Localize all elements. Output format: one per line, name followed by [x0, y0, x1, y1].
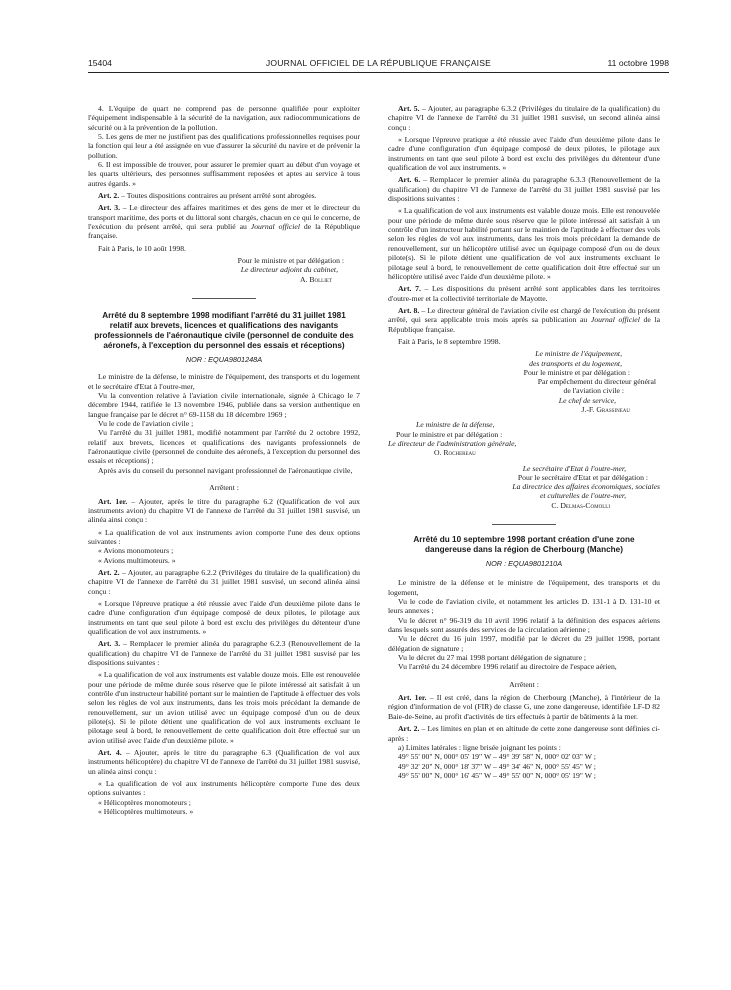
- article-1b: [388, 693, 660, 721]
- article-label: Art. 3.: [98, 639, 121, 649]
- coordinate-point: 49° 32' 20" N, 000° 18' 37" W: [398, 761, 492, 771]
- coordinate-line: [388, 762, 660, 771]
- article-label: Art. 5.: [398, 104, 420, 113]
- article-2c: [388, 724, 660, 743]
- left-column: [88, 104, 360, 817]
- quoted-option: « Avions monomoteurs ;: [98, 546, 174, 556]
- article-3b: [88, 639, 360, 667]
- article-text: – Ajouter, au paragraphe 6.3.2 (Privilèges du titulaire de la qualification) du chapitre VI de l'annexe de l'arrêté du 31 juillet 1981 susvisé, un second alinéa ainsi conçu :: [388, 104, 660, 132]
- article-1: [88, 497, 360, 525]
- signature-role: Le secrétaire d'Etat à l'outre-mer,: [522, 463, 626, 473]
- paragraph: Le ministre de la défense et le ministre de l'équipement, des transports et du logement,: [388, 578, 660, 597]
- paragraph: Vu l'arrêté du 31 juillet 1981, modifié notamment par l'arrêté du 2 octobre 1992, relatif aux brevets, licences et qualifications des navigants professionnels de l'aéronautique civile (personnel de conduite des aéronefs, à l'exception du personnel des essais et réceptions) ;: [88, 428, 360, 466]
- signature-role: Le directeur adjoint du cabinet,: [240, 265, 338, 275]
- article-text-end: de la République française.: [388, 315, 660, 334]
- journal-ref: Journal officiel: [250, 222, 300, 232]
- article-2: [88, 191, 360, 200]
- signatory-name: C. Delmas-Comolli: [551, 500, 610, 510]
- paragraph: Vu le code de l'aviation civile ;: [98, 419, 194, 429]
- quoted-option: « Avions multimoteurs. »: [98, 555, 176, 565]
- signature-line: de l'aviation civile :: [563, 386, 624, 396]
- article-label: Art. 7.: [398, 284, 421, 294]
- paragraph: Vu le décret du 27 mai 1998 portant délégation de signature ;: [398, 653, 587, 663]
- signature-place-date: Fait à Paris, le 10 août 1998.: [98, 243, 186, 253]
- signatory-name: O. Rochereau: [434, 448, 476, 458]
- signature-role: et culturelles de l'outre-mer,: [539, 491, 626, 501]
- coordinate-point: – 49° 55' 00" N, 000° 05' 19" W ;: [493, 770, 596, 780]
- coordinate-list: [388, 752, 660, 780]
- paragraph: Le ministre de la défense, le ministre de l'équipement, des transports et du logement et le secrétaire d'Etat à l'outre-mer,: [88, 372, 360, 391]
- quoted-text: « La qualification de vol aux instruments avion comporte l'une des deux options suivantes :: [88, 527, 360, 546]
- signatory-name: J.-F. Grassineau: [581, 405, 630, 415]
- article-label: Art. 4.: [98, 748, 122, 758]
- paragraph: Vu le décret n° 96-319 du 10 avril 1996 relatif à la définition des espaces aériens dans lesquels sont assurés des services de la circulation aérienne ;: [388, 615, 660, 635]
- nor-reference: [388, 559, 660, 568]
- signature-role: Le directeur de l'administration générale,: [388, 438, 517, 448]
- quoted-text: « La qualification de vol aux instruments est valable douze mois. Elle est renouvelée pour une période de même durée sous réserve que le pilote intéressé ait satisfait à un contrôle d'un instructeur habilité portant sur le maintien de l'aptitude à effectuer des vols selon les règles de vol aux instruments, dans les trois mois précédant la demande de renouvellement, sur un avion utilisé avec un équipage composé d'un ou de deux pilote(s). Si le pilote détient une qualification de vol aux instruments excluant le pilotage seul à bord, le renouvellement de cette qualification doit être effectué sur un avion utilisé avec l'aide d'un deuxième pilote. »: [88, 670, 360, 745]
- article-label: Art. 8.: [398, 305, 420, 315]
- signature-line: Pour le secrétaire d'Etat et par délégation :: [517, 472, 648, 482]
- right-column: [388, 104, 660, 780]
- quoted-option: « Hélicoptères monomoteurs ;: [98, 797, 191, 807]
- paragraph: 5. Les gens de mer ne justifient pas des qualifications professionnelles requises pour la fonction qui leur a été assignée en vue d'assurer la sécurité du navire et de prévenir la pollution.: [88, 132, 360, 160]
- article-label: Art. 1er.: [398, 693, 427, 703]
- coordinate-point: – 49° 34' 46" N, 000° 55' 45" W ;: [493, 761, 596, 771]
- header-rule: [88, 72, 669, 73]
- nor-code: EQUA9801210A: [508, 559, 563, 568]
- signature-place-date: Fait à Paris, le 8 septembre 1998.: [398, 336, 501, 346]
- quoted-text: « La qualification de vol aux instruments hélicoptère comporte l'une des deux options suivantes :: [88, 779, 360, 798]
- article-text: – Ajouter, après le titre du paragraphe 6.2 (Qualification de vol aux instruments avion) du chapitre VI de l'annexe de l'arrêté du 31 juillet 1981 susvisé, un alinéa ainsi conçu :: [88, 496, 360, 525]
- article-label: Art. 3.: [98, 203, 120, 213]
- article-text: – Remplacer le premier alinéa du paragraphe 6.3.3 (Renouvellement de la qualification) du chapitre VI de l'annexe de l'arrêté du 31 juillet 1981 susvisé par les dispositions suivantes :: [388, 175, 660, 204]
- article-text-end: de la République française.: [88, 222, 360, 241]
- signature-block-outremer: [388, 464, 660, 510]
- arretent-heading: Arrêtent :: [509, 679, 539, 689]
- article-text: – Les dispositions du présent arrêté sont applicables dans les territoires d'outre-mer et la collectivité territoriale de Mayotte.: [388, 284, 661, 303]
- signature-role: des transports et du logement,: [529, 358, 622, 368]
- nor-code: EQUA9801248A: [208, 355, 263, 365]
- coordinate-line: [388, 771, 660, 780]
- paragraph: Vu la convention relative à l'aviation civile internationale, signée à Chicago le 7 décembre 1944, ratifiée le 13 novembre 1946, publiée dans sa version authentique en langue française par le décret n° 69-1158 du 18 décembre 1969 ;: [88, 391, 360, 419]
- paragraph: 6. Il est impossible de trouver, pour assurer le premier quart au début d'un voyage et les quarts ultérieurs, des personnes suffisamment reposées et aptes au service à tous autres égards. »: [88, 160, 360, 188]
- limits-heading: a) Limites latérales : ligne brisée joignant les points :: [398, 742, 561, 752]
- quoted-option: « Hélicoptères multimoteurs. »: [98, 807, 194, 817]
- quoted-text: « La qualification de vol aux instruments est valable douze mois. Elle est renouvelée pour une période de même durée sous réserve que le pilote intéressé ait satisfait à un contrôle d'un instructeur habilité portant sur le maintien de l'aptitude à effectuer des vols selon les règles de vol aux instruments, dans les trois mois précédant la demande de renouvellement, sur un hélicoptère utilisé avec un équipage composé d'un ou de deux pilote(s). Si le pilote détient une qualification de vol aux instruments excluant le pilotage seul à bord, le renouvellement de cette qualification doit être effectué sur un hélicoptère utilisé avec l'aide d'un deuxième pilote. »: [388, 206, 660, 281]
- article-label: Art. 2.: [98, 567, 120, 577]
- arretent-heading: Arrêtent :: [209, 483, 239, 493]
- paragraph: Vu l'arrêté du 24 décembre 1996 relatif au directoire de l'espace aérien,: [398, 662, 617, 672]
- decree-title: Arrêté du 10 septembre 1998 portant création d'une zone dangereuse dans la région de Cherbourg (Manche): [413, 535, 635, 554]
- article-4: [88, 748, 360, 776]
- signature-line: Pour le ministre et par délégation :: [523, 367, 630, 377]
- article-label: Art. 1er.: [98, 496, 128, 506]
- coordinate-line: [388, 752, 660, 761]
- article-label: Art. 6.: [398, 175, 421, 185]
- article-text: – Il est créé, dans la région de Cherbourg (Manche), à l'intérieur de la région d'information de vol (FIR) de classe G, une zone dangereuse, identifiée LF-D 82 Baie-de-Seine, au profit d'activités de tirs effectués à partir de bâtiments à la mer.: [388, 693, 660, 721]
- article-text: – Les limites en plan et en altitude de cette zone dangereuse sont définies ci-après :: [388, 724, 660, 743]
- signatory-name: A. Bolliet: [299, 274, 332, 284]
- article-2b: [88, 568, 360, 596]
- nor-label: NOR :: [185, 355, 209, 365]
- article-8: [388, 306, 660, 334]
- journal-ref: Journal officiel: [590, 315, 640, 325]
- quoted-text: « Lorsque l'épreuve pratique a été réussie avec l'aide d'un deuxième pilote dans le cadre d'une configuration d'un équipage composé de deux pilotes, le pilotage aux instruments en tant que seul pilote à bord est exclu des privilèges du détenteur d'une qualification de vol aux instruments. »: [88, 598, 360, 636]
- nor-label: NOR :: [485, 559, 509, 568]
- signature-role: Le ministre de la défense,: [416, 420, 495, 430]
- article-3: [88, 203, 360, 240]
- article-text: – Ajouter, au paragraphe 6.2.2 (Privilèges du titulaire de la qualification) du chapitre VI de l'annexe de l'arrêté du 31 juillet 1981 susvisé, un second alinéa ainsi conçu :: [88, 567, 360, 596]
- coordinate-point: 49° 55' 00" N, 000° 16' 45" W: [398, 770, 492, 780]
- article-text: – Remplacer le premier alinéa du paragraphe 6.2.3 (Renouvellement de la qualification) du chapitre VI de l'annexe de l'arrêté du 31 juillet 1981 susvisé par les dispositions suivantes :: [88, 639, 360, 668]
- page-number: 15404: [88, 58, 112, 68]
- signature-role: Le chef de service,: [558, 395, 616, 405]
- paragraph: Vu le décret du 16 juin 1997, modifié par le décret du 29 juillet 1998, portant délégation de signature ;: [388, 634, 660, 653]
- article-7: [388, 284, 660, 303]
- coordinate-point: 49° 55' 00" N, 000° 05' 19" W: [398, 752, 492, 762]
- signature-line: Pour le ministre et par délégation :: [237, 256, 344, 266]
- coordinate-point: – 49° 39' 58" N, 000° 02' 03" W ;: [493, 752, 596, 762]
- paragraph: Après avis du conseil du personnel navigant professionnel de l'aéronautique civile,: [98, 465, 353, 475]
- signature-line: Pour le ministre et par délégation :: [396, 429, 503, 439]
- article-text: – Toutes dispositions contraires au présent arrêté sont abrogées.: [119, 191, 317, 201]
- article-text: – Ajouter, après le titre du paragraphe 6.3 (Qualification de vol aux instruments hélicoptère) du chapitre VI de l'annexe de l'arrêté du 31 juillet 1981 susvisé, un alinéa ainsi conçu :: [88, 748, 360, 776]
- article-6: [388, 175, 660, 203]
- decree-title: Arrêté du 8 septembre 1998 modifiant l'arrêté du 31 juillet 1981 relatif aux brevets, licences et qualifications des navigants professionnels de l'aéronautique civile (personnel de conduite des aéronefs, à l'exception du personnel des essais et réceptions): [94, 311, 354, 351]
- article-label: Art. 2.: [98, 191, 120, 201]
- page-header: [88, 58, 669, 72]
- signature-role: La directrice des affaires économiques, sociales: [512, 482, 660, 492]
- issue-date: 11 octobre 1998: [607, 58, 669, 68]
- article-5: [388, 104, 660, 132]
- paragraph: Vu le code de l'aviation civile, et notamment les articles D. 131-1 à D. 131-10 et leurs annexes ;: [388, 597, 660, 616]
- nor-reference: [88, 355, 360, 364]
- signature-block-equipement: [388, 349, 660, 414]
- signature-block-defense: [388, 420, 660, 457]
- article-text: – Le directeur général de l'aviation civile est chargé de l'exécution du présent arrêté, qui sera applicable trois mois après sa publication au: [388, 305, 660, 325]
- paragraph: 4. L'équipe de quart ne comprend pas de personne qualifiée pour exploiter l'équipement indispensable à la sécurité de la navigation, aux radiocommunications de sécurité ou à la prévention de la pollution.: [88, 104, 360, 132]
- article-label: Art. 2.: [398, 724, 420, 734]
- article-text: – Le directeur des affaires maritimes et des gens de mer et le directeur du transport maritime, des ports et du littoral sont chargés, chacun en ce qui le concerne, de l'exécution du présent arrêté, qui sera publié au: [88, 203, 361, 232]
- quoted-text: « Lorsque l'épreuve pratique a été réussie avec l'aide d'un deuxième pilote dans le cadre d'une configuration d'un équipage composé de deux pilotes, le pilotage aux instruments en tant que seul pilote à bord est exclu des privilèges du détenteur d'une qualification de vol aux instruments. »: [388, 135, 660, 173]
- journal-title: JOURNAL OFFICIEL DE LA RÉPUBLIQUE FRANÇAISE: [265, 58, 492, 68]
- signature-block: [88, 256, 360, 284]
- signature-role: Le ministre de l'équipement,: [535, 349, 622, 359]
- signature-line: Par empêchement du directeur général: [537, 377, 656, 387]
